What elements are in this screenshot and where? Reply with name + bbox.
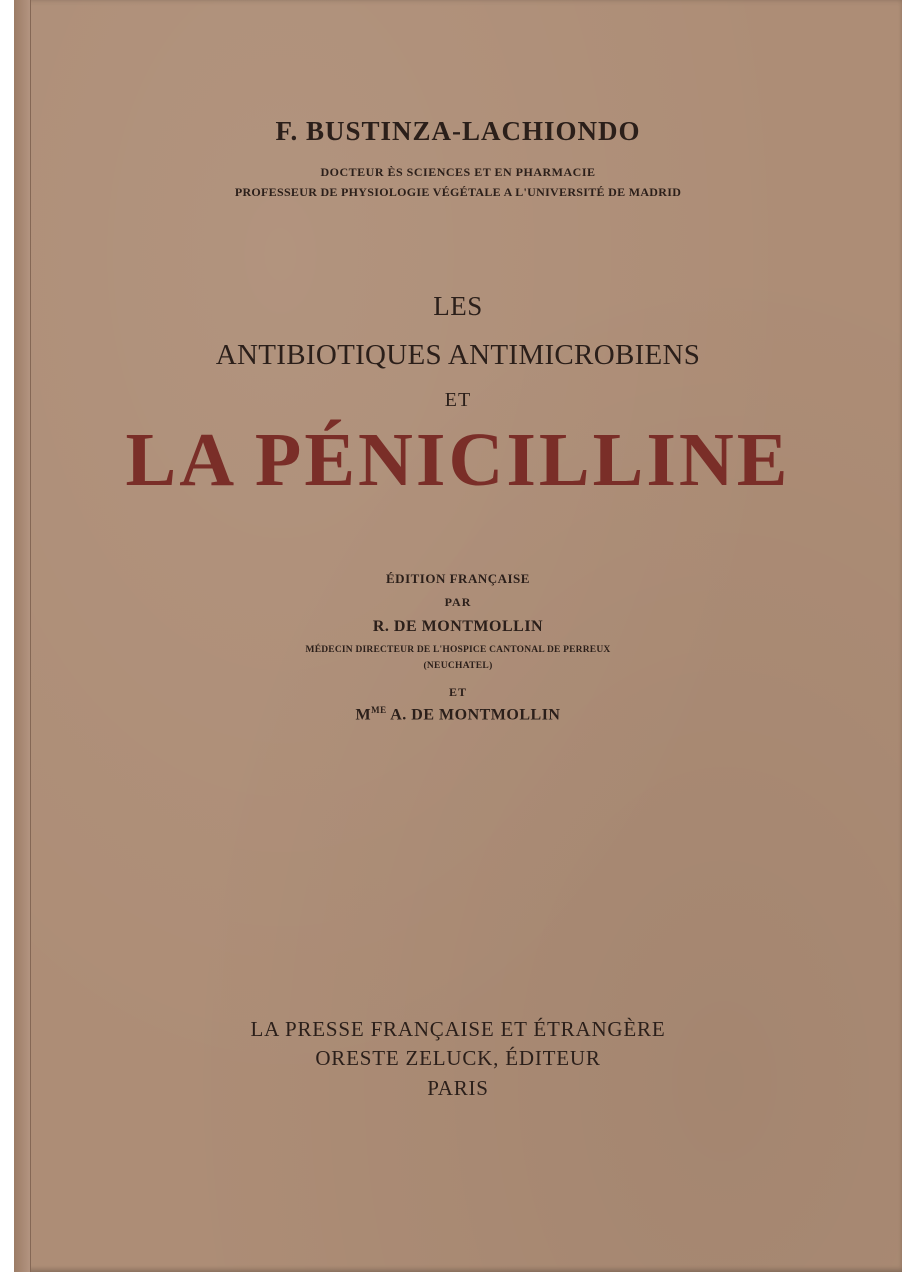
publisher-editor: ORESTE ZELUCK, ÉDITEUR [315, 1046, 601, 1070]
title-line-antibiotiques: ANTIBIOTIQUES ANTIMICROBIENS [215, 339, 701, 371]
title-line-les: LES [433, 291, 483, 321]
book-cover [14, 0, 902, 1272]
author-credential-1: DOCTEUR ÈS SCIENCES ET EN PHARMACIE [320, 165, 596, 179]
translator-1-name: R. DE MONTMOLLIN [372, 618, 544, 635]
edition-et: ET [448, 685, 467, 699]
translator-1-role: MÉDECIN DIRECTEUR DE L'HOSPICE CANTONAL DE PERREUX [305, 645, 611, 655]
translator-2-name: A. DE MONTMOLLIN [390, 706, 561, 724]
edition-label: ÉDITION FRANÇAISE [386, 571, 530, 586]
main-title: LA PÉNICILLINE [125, 418, 791, 502]
publisher-city: PARIS [427, 1076, 489, 1100]
edition-par: PAR [444, 595, 472, 609]
translator-2 [14, 706, 902, 723]
translator-1-place: (NEUCHATEL) [423, 661, 493, 671]
author-credential-2: PROFESSEUR DE PHYSIOLOGIE VÉGÉTALE A L'UNIVERSITÉ DE MADRID [234, 185, 682, 199]
translator-2-prefix: M [355, 706, 372, 724]
publisher-name: LA PRESSE FRANÇAISE ET ÉTRANGÈRE [250, 1017, 666, 1041]
translator-2-superscript: ME [371, 705, 387, 715]
author-name: F. BUSTINZA-LACHIONDO [275, 116, 641, 146]
title-line-et: ET [444, 389, 472, 411]
